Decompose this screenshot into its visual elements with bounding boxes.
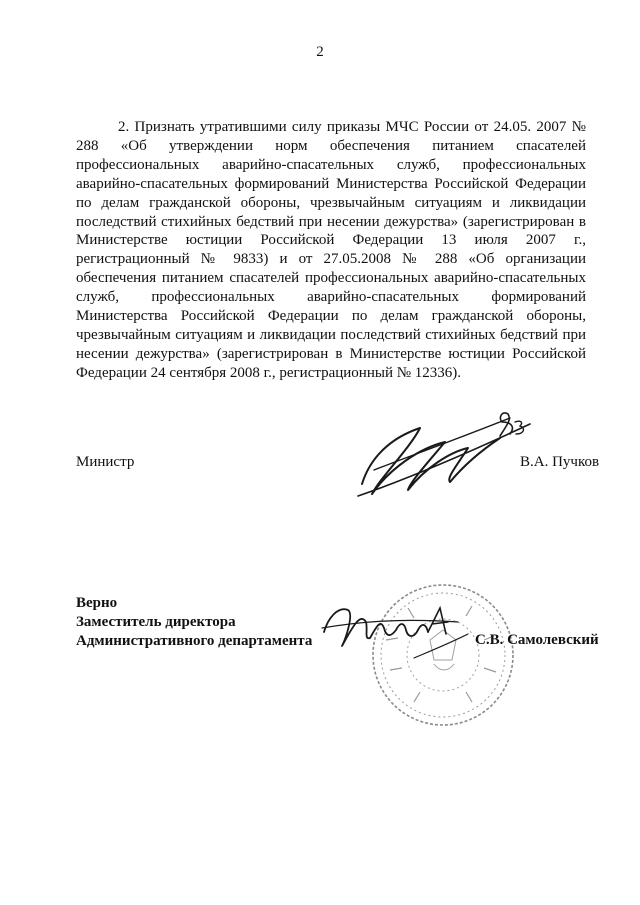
- certification-position-line1: Заместитель директора: [76, 614, 236, 630]
- paragraph-repeal-orders: [76, 118, 586, 383]
- certifier-name: С.В. Самолевский: [475, 632, 599, 648]
- page-number: 2: [316, 44, 324, 60]
- minister-signature: [350, 398, 540, 508]
- certification-verified: Верно: [76, 595, 118, 611]
- certification-position-line2: Административного департамента: [76, 633, 313, 649]
- paragraph-text: 2. Признать утратившими силу приказы МЧС России от 24.05. 2007 № 288 «Об утверждении норм обеспечения питанием спасателей профессиональных аварийно-спасательных служб, профессиональных аварийно-спасательных формирований Министерства Российской Федерации по делам гражданской обороны, чрезвычайным ситуациям и ликвидации последствий стихийных бедствий при несении дежурства» (зарегистрирован в Министерстве юстиции Российской Федерации 13 июля 2007 г., регистрационный № 9833) и от 27.05.2008 № 288 «Об организации обеспечения питанием спасателей профессиональных аварийно-спасательных служб, профессиональных аварийно-спасательных формирований Министерства Российской Федерации по делам гражданской обороны, чрезвычайным ситуациям и ликвидации последствий стихийных бедствий при несении дежурства» (зарегистрирован в Министерстве юстиции Российской Федерации 24 сентября 2008 г., регистрационный № 12336).: [76, 119, 586, 381]
- certification-block: [76, 594, 312, 651]
- signer-title: Министр: [76, 454, 135, 470]
- certification-signature: [318, 588, 478, 668]
- signer-name: В.А. Пучков: [520, 454, 600, 470]
